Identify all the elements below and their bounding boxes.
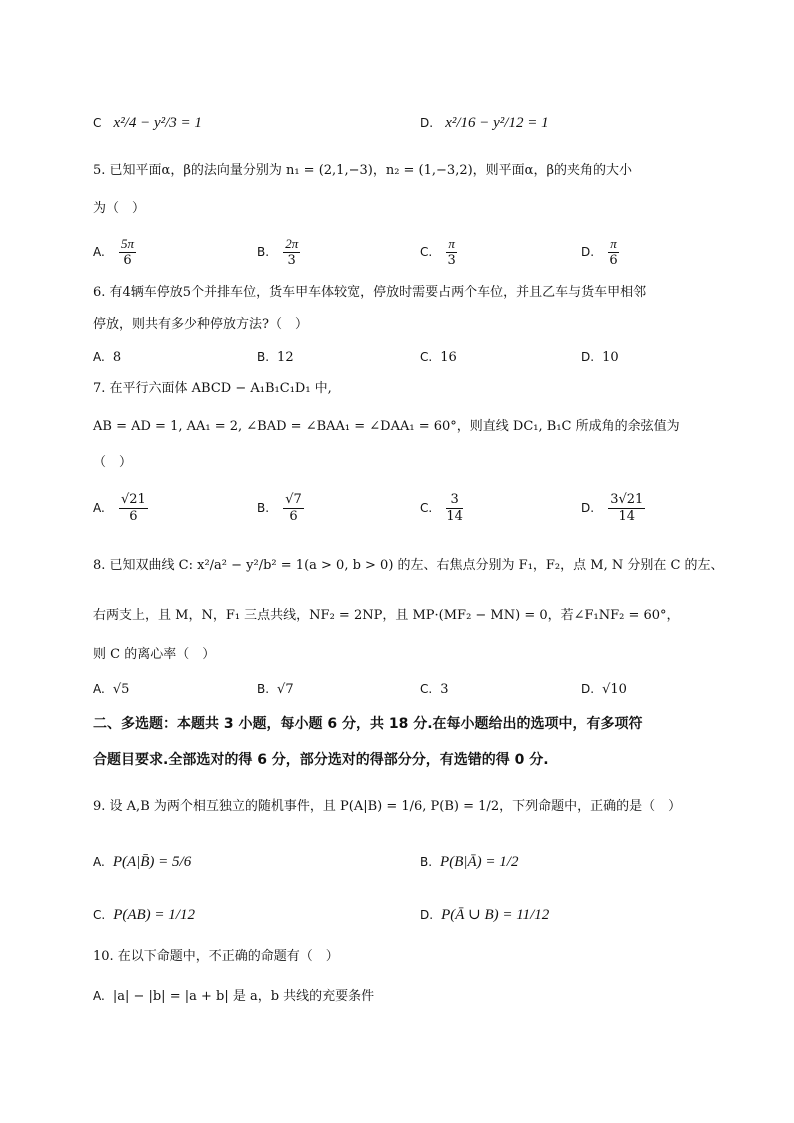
q9-option-a	[93, 852, 191, 873]
option-expression: P(AB) = 1/12	[113, 907, 195, 923]
option-label: A.	[93, 682, 105, 696]
q5-stem-line-1: 5. 已知平面α，β的法向量分别为 n₁ = (2,1,−3)，n₂ = (1,−3,2)，则平面α，β的夹角的大小	[93, 163, 632, 178]
numerator: √7	[285, 492, 302, 507]
q8-stem-line-2: 右两支上，且 M，N，F₁ 三点共线，NF₂ = 2NP，且 MP·(MF₂ − MN) = 0，若∠F₁NF₂ = 60°，	[93, 608, 680, 623]
q7-stem-line-1: 7. 在平行六面体 ABCD − A₁B₁C₁D₁ 中,	[93, 381, 332, 396]
q7-option-d	[581, 492, 647, 525]
q7-option-b	[257, 492, 306, 525]
option-label: D.	[581, 245, 595, 259]
q8-option-b	[257, 679, 294, 700]
option-text: √7	[277, 682, 294, 697]
q7-option-c	[420, 492, 465, 525]
q10-stem: 10. 在以下命题中，不正确的命题有（ ）	[93, 949, 339, 964]
q8-option-a	[93, 679, 129, 700]
q6-option-b	[257, 347, 294, 368]
q5-option-a	[93, 236, 138, 269]
option-label: B.	[257, 350, 270, 364]
q8-stem-line-3: 则 C 的离心率（ ）	[93, 647, 216, 662]
option-text: 12	[277, 350, 294, 365]
q9-option-b	[420, 852, 518, 873]
option-label: C.	[420, 350, 433, 364]
option-label: A.	[93, 245, 105, 259]
q4-option-d	[420, 113, 549, 134]
denominator: 6	[123, 253, 132, 268]
option-fraction	[283, 492, 304, 525]
option-label: B.	[257, 245, 270, 259]
q7-stem-line-3: （ ）	[93, 455, 133, 470]
option-text: 3	[440, 682, 449, 697]
option-expression: P(Ā ∪ B) = 11/12	[441, 907, 550, 923]
q5-option-d	[581, 236, 621, 269]
q9-option-d	[420, 905, 549, 926]
denominator: 14	[446, 509, 463, 524]
q8-option-c	[420, 679, 448, 700]
option-label: D.	[581, 501, 595, 515]
q9-stem: 9. 设 A,B 为两个相互独立的随机事件，且 P(A|B) = 1/6, P(B) = 1/2，下列命题中，正确的是（ ）	[93, 799, 682, 814]
q5-option-c	[420, 236, 459, 269]
denominator: 6	[609, 253, 618, 268]
q8-option-d	[581, 679, 627, 700]
q6-option-c	[420, 347, 457, 368]
option-text: 16	[440, 350, 457, 365]
option-label: C.	[93, 908, 106, 922]
numerator: 3√21	[610, 492, 644, 507]
option-fraction	[119, 492, 148, 525]
option-label: A.	[93, 350, 105, 364]
option-fraction	[446, 236, 457, 269]
denominator: 3	[287, 253, 296, 268]
denominator: 3	[447, 253, 456, 268]
option-expression: P(B|Ā) = 1/2	[440, 854, 519, 870]
section-2-heading-line-1: 二、多选题：本题共 3 小题，每小题 6 分，共 18 分.在每小题给出的选项中，有多项符	[93, 716, 643, 732]
option-text: 8	[112, 350, 122, 365]
option-fraction	[608, 236, 619, 269]
option-fraction	[119, 236, 136, 269]
option-label: B.	[257, 501, 270, 515]
option-label: A.	[93, 989, 105, 1003]
q6-stem-line-2: 停放，则共有多少种停放方法?（ ）	[93, 317, 308, 332]
q4-option-c	[93, 113, 202, 134]
option-label: C	[93, 116, 102, 130]
denominator: 14	[618, 509, 636, 524]
option-label: C.	[420, 245, 433, 259]
option-label: A.	[93, 501, 105, 515]
option-text: √10	[602, 682, 627, 697]
option-text: |a| − |b| = |a + b| 是 a，b 共线的充要条件	[112, 989, 375, 1004]
q9-option-c	[93, 905, 195, 926]
option-text: 10	[602, 350, 619, 365]
option-label: A.	[93, 855, 105, 869]
q6-option-d	[581, 347, 619, 368]
denominator: 6	[289, 509, 298, 524]
option-expression: x²/4 − y²/3 = 1	[113, 115, 202, 131]
section-2-heading-line-2: 合题目要求.全部选对的得 6 分，部分选对的得部分分，有选错的得 0 分.	[93, 752, 549, 768]
numerator: π	[610, 236, 617, 251]
q6-option-a	[93, 347, 121, 368]
numerator: √21	[120, 492, 146, 507]
option-label: D.	[581, 682, 595, 696]
q5-stem-line-2: 为（ ）	[93, 201, 146, 216]
q5-option-b	[257, 236, 302, 269]
option-label: D.	[420, 908, 434, 922]
option-label: D.	[581, 350, 595, 364]
option-expression: x²/16 − y²/12 = 1	[445, 115, 549, 131]
numerator: 2π	[285, 236, 299, 251]
option-label: D.	[420, 116, 434, 130]
q6-stem-line-1: 6. 有4辆车停放5个并排车位，货车甲车体较宽，停放时需要占两个车位，并且乙车与货车甲相邻	[93, 285, 647, 300]
denominator: 6	[129, 509, 138, 524]
option-label: B.	[257, 682, 270, 696]
option-label: B.	[420, 855, 433, 869]
q8-stem-line-1: 8. 已知双曲线 C: x²/a² − y²/b² = 1(a > 0, b > 0) 的左、右焦点分别为 F₁，F₂，点 M, N 分别在 C 的左、	[93, 558, 724, 573]
numerator: 3	[446, 492, 463, 509]
q7-option-a	[93, 492, 150, 525]
numerator: 5π	[120, 236, 134, 251]
option-expression: P(A|B̄) = 5/6	[112, 854, 192, 870]
q10-option-a	[93, 986, 374, 1007]
q7-stem-line-2: AB = AD = 1, AA₁ = 2, ∠BAD = ∠BAA₁ = ∠DAA₁ = 60°，则直线 DC₁, B₁C 所成角的余弦值为	[93, 419, 680, 434]
option-fraction	[283, 236, 300, 269]
option-fraction	[446, 492, 463, 525]
option-fraction	[608, 492, 645, 525]
option-label: C.	[420, 682, 433, 696]
numerator: π	[448, 236, 455, 251]
option-label: C.	[420, 501, 433, 515]
option-text: √5	[112, 682, 130, 697]
